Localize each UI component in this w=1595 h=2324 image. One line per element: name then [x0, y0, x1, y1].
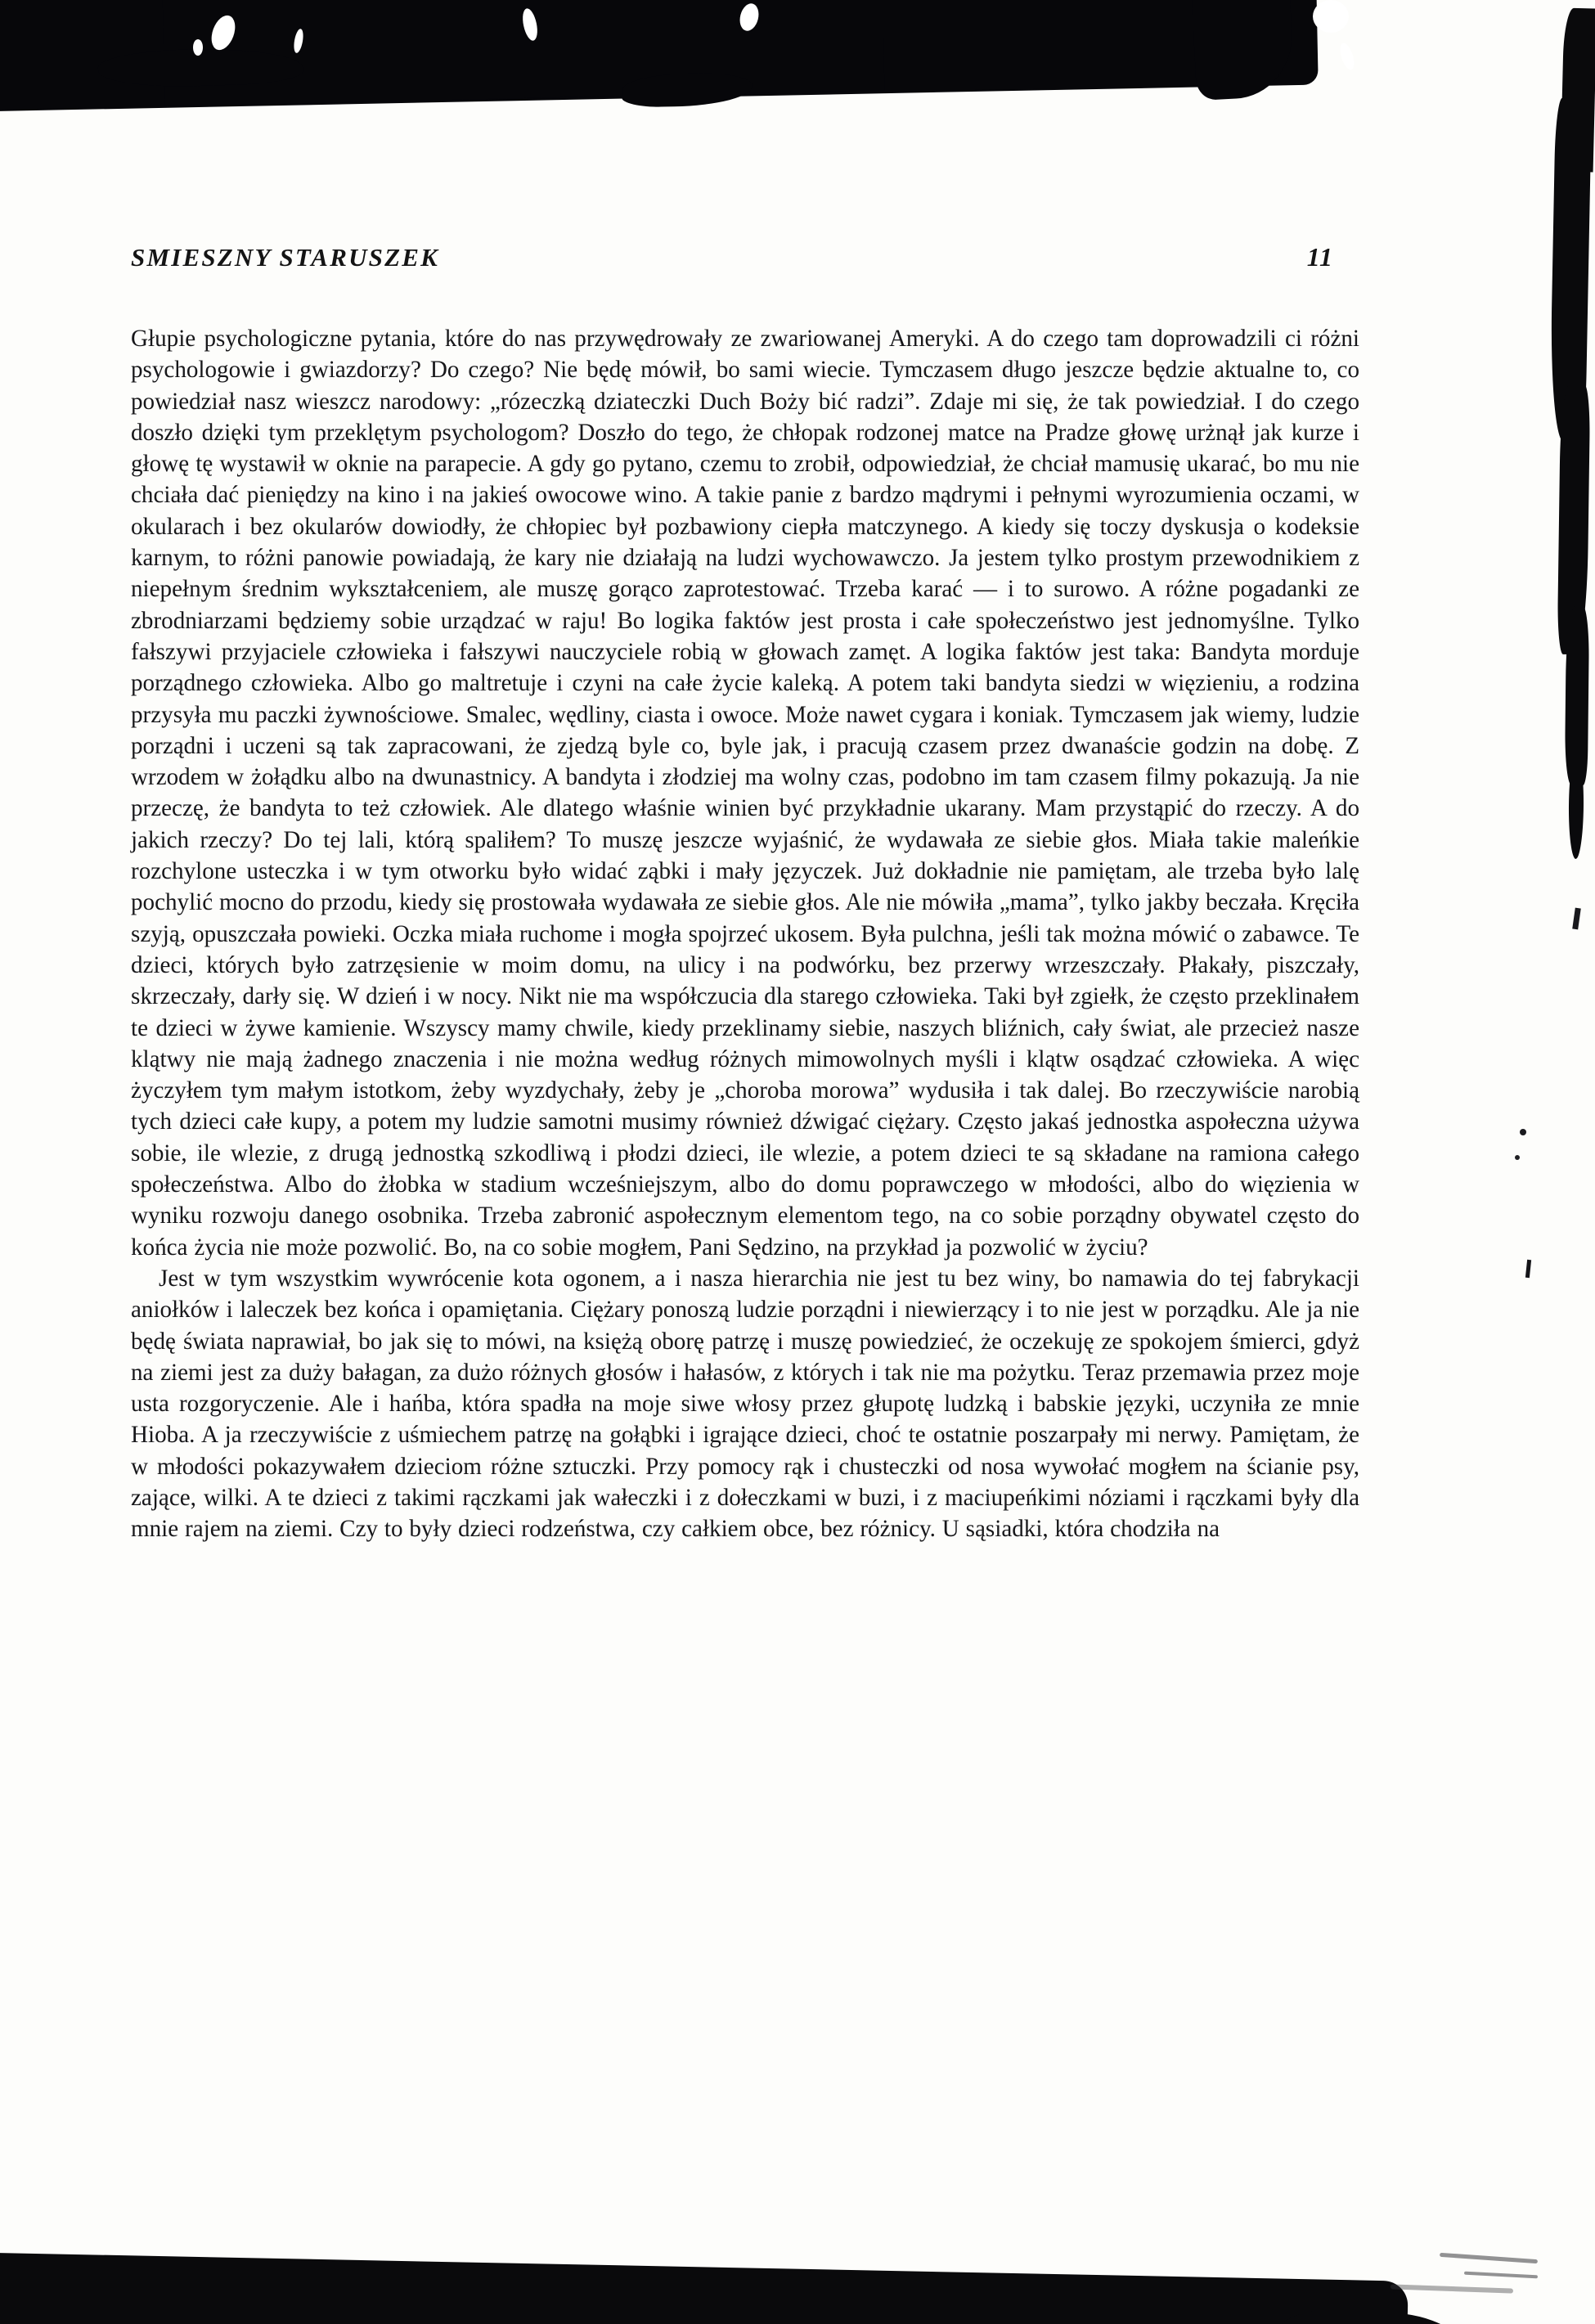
scan-speck	[1572, 908, 1581, 930]
scan-speck	[1520, 1129, 1526, 1135]
scan-speck	[1515, 1155, 1520, 1160]
running-title: SMIESZNY STARUSZEK	[131, 243, 439, 272]
scan-smudge	[1464, 2272, 1538, 2279]
scan-blob	[0, 2252, 1409, 2324]
paragraph: Jest w tym wszystkim wywrócenie kota ogonem, a i nasza hierarchia nie jest tu bez winy, bo namawia do tej fabrykacji aniołków i laleczek bez końca i opamiętania. Ciężary ponoszą ludzie porządni i niewierzący i to nie jest w porządku. Ale ja nie będę świata naprawiał, bo jak się to mówi, na księżą oborę patrzę i muszę powiedzieć, że oczekuję ze spokojem śmierci, gdyż na ziemi jest za duży bałagan, za dużo różnych głosów i hałasów, z których i tak nie ma pożytku. Teraz przemawia przez moje usta rozgoryczenie. Ale i hańba, która spadła na moje siwe włosy przez głupotę ludzką i babskie języki, uczyniła ze mnie Hioba. A ja rzeczywiście z uśmiechem patrzę na gołąbki i igrające dzieci, choć te ostatnie poszarpały mi nerwy. Pamiętam, że w młodości pokazywałem dzieciom różne sztuczki. Przy pomocy rąk i chusteczki od nosa wywołać mogłem na ścianie psy, zające, wilki. A te dzieci z takimi rączkami jak wałeczki i z dołeczkami w buzi, i z maciupeńkimi nóziami i rączkami były dla mnie rajem na ziemi. Czy to były dzieci rodzeństwa, czy całkiem obce, bez różnicy. U sąsiadki, która chodziła na	[131, 1265, 1359, 1543]
scan-blob	[1549, 98, 1592, 443]
scan-speck	[1313, 0, 1349, 33]
scan-blob	[1561, 8, 1595, 173]
scan-speck	[1525, 1260, 1531, 1278]
page-number: 11	[1306, 242, 1333, 272]
scan-speck	[520, 7, 540, 42]
scan-blob	[1568, 753, 1584, 859]
scan-speck	[737, 2, 762, 33]
scan-speck	[292, 28, 304, 53]
scan-smudge	[1440, 2253, 1538, 2263]
scan-blob	[163, 0, 885, 106]
scan-blob	[1557, 384, 1591, 654]
scan-blob	[1274, 2308, 1467, 2324]
scan-blob	[622, 73, 753, 108]
scan-smudge	[1391, 2284, 1513, 2293]
scan-speck	[207, 12, 239, 53]
scan-blob	[1192, 0, 1296, 101]
running-head	[131, 242, 1472, 272]
scan-artifact-right	[1544, 0, 1595, 1407]
scan-blob	[97, 46, 303, 90]
scan-blob	[48, 2265, 950, 2324]
scan-artifact-bottom	[0, 2136, 1595, 2324]
scan-speck	[193, 39, 203, 56]
paragraph: Głupie psychologiczne pytania, które do nas przywędrowały ze zwariowanej Ameryki. A do czego tam doprowadzili ci różni psychologowie i gwiazdorzy? Do czego? Nie będę mówił, bo sami wiecie. Tymczasem długo jeszcze będzie aktualne to, co powiedział nasz wieszcz narodowy: „rózeczką dziateczki Duch Boży bić radzi”. Zdaje mi się, że tak powiedział. I do czego doszło dzięki tym przeklętym psychologom? Doszło do tego, że chłopak rodzonej matce na Pradze głowę urżnął jak kurze i głowę tę wystawił w oknie na parapecie. A gdy go pytano, czemu to zrobił, odpowiedział, że chciał mamusię ukarać, bo mu nie chciała dać pieniędzy na kino i na jakieś owocowe wino. A takie panie z bardzo mądrymi i pełnymi wyrozumienia oczami, w okularach i bez okularów dowiodły, że chłopiec był pozbawiony ciepła matczynego. A kiedy się toczy dyskusja o kodeksie karnym, to różni panowie powiadają, że kary nie działają na ludzi wychowawczo. Ja jestem tylko prostym przewodnikiem z niepełnym średnim wykształceniem, ale muszę gorąco zaprotestować. Trzeba karać — i to surowo. A różne pogadanki ze zbrodniarzami będziemy sobie urządzać w raju! Bo logika faktów jest prosta i całe społeczeństwo jest jednomyślne. Tylko fałszywi przyjaciele człowieka i fałszywi nauczyciele robią w głowach zamęt. A logika faktów jest taka: Bandyta morduje porządnego człowieka. Albo go maltretuje i czyni na całe życie kaleką. A potem taki bandyta siedzi w więzieniu, a rodzina przysyła mu paczki żywnościowe. Smalec, wędliny, ciasta i owoce. Może nawet cygara i koniak. Tymczasem jak wiemy, ludzie porządni i uczeni są tak zapracowani, że zjedzą byle co, byle jak, i pracują czasem przez dwanaście godzin na dobę. Z wrzodem w żołądku albo na dwunastnicy. A bandyta i złodziej ma wolny czas, podobno im tam czasem filmy pokazują. Ja nie przeczę, że bandyta to też człowiek. Ale dlatego właśnie winien być przykładnie ukarany. Mam przystąpić do rzeczy. A do jakich rzeczy? Do tej lali, którą spaliłem? To muszę jeszcze wyjaśnić, że wydawała ze siebie głos. Miała takie maleńkie rozchylone usteczka i w tym otworku było widać ząbki i mały języczek. Już dokładnie nie pamiętam, ale trzeba było lalę pochylić mocno do przodu, kiedy się prostowała wydawała ze siebie głos. Ale nie mówiła „mama”, tylko jakby beczała. Kręciła szyją, opuszczała powieki. Oczka miała ruchome i mogła spojrzeć ukosem. Była pulchna, jeśli tak można mówić o zabawce. Te dzieci, których było zatrzęsienie w moim domu, na ulicy i na podwórku, bez przerwy wrzeszczały. Płakały, piszczały, skrzeczały, darły się. W dzień i w nocy. Nikt nie ma współczucia dla starego człowieka. Taki był zgiełk, że często przeklinałem te dzieci w żywe kamienie. Wszyscy mamy chwile, kiedy przeklinamy siebie, naszych bliźnich, cały świat, ale przecież nasze klątwy nie mają żadnego znaczenia i nie można według różnych mimowolnych myśli i klątw osądzać człowieka. A więc życzyłem tym małym istotkom, żeby wyzdychały, żeby je „choroba morowa” wydusiła i tak dalej. Bo rzeczywiście narobią tych dzieci całe kupy, a potem my ludzie samotni musimy również dźwigać ciężary. Często jakaś jednostka aspołeczna używa sobie, ile wlezie, z drugą jednostką szkodliwą i płodzi dzieci, ile wlezie, a potem dzieci te są składane na ramiona całego społeczeństwa. Albo do żłobka w stadium wcześniejszym, albo do domu poprawczego w młodości, albo do więzienia w wyniku rozwoju danego osobnika. Trzeba zabronić aspołecznym elementom tego, na co sobie porządny obywatel często do końca życia nie może pozwolić. Bo, na co sobie mogłem, Pani Sędzino, na przykład ja pozwolić w życiu?	[131, 326, 1359, 1261]
scan-artifact-top	[0, 0, 1595, 184]
scan-blob	[0, 0, 1319, 111]
scan-speck	[1337, 42, 1357, 72]
scan-blob	[1565, 605, 1589, 785]
body-text	[131, 323, 1359, 1545]
